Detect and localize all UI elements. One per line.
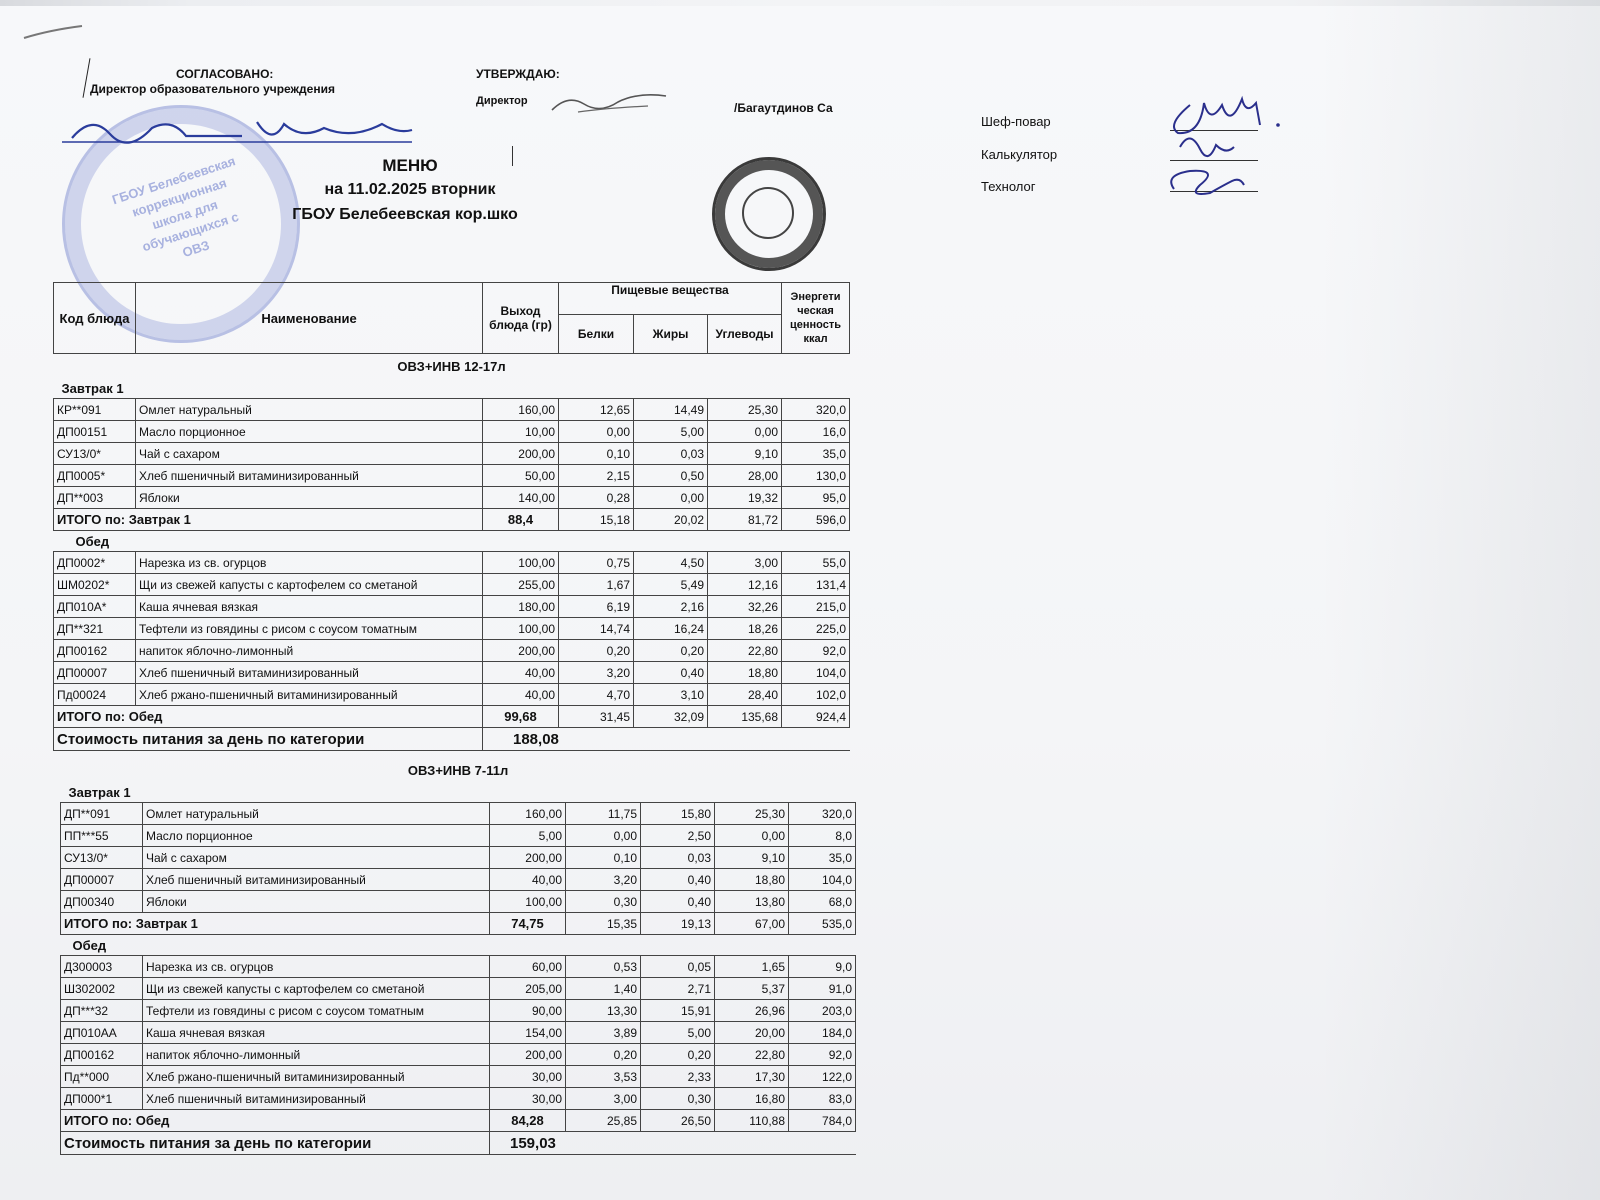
dish-code: Д300003 [61,956,143,978]
meal-rows [54,399,850,509]
dish-row [61,803,856,825]
meal-rows [61,956,856,1110]
dish-protein: 1,67 [559,574,634,596]
dish-energy: 184,0 [789,1022,856,1044]
cost-label: Стоимость питания за день по категории [54,728,483,751]
dish-protein: 11,75 [566,803,641,825]
dish-yield: 205,00 [490,978,566,1000]
total-energy: 535,0 [789,913,856,935]
dish-name: Чай с сахаром [143,847,490,869]
category-title: ОВЗ+ИНВ 12-17л [397,358,506,374]
dish-protein: 12,65 [559,399,634,421]
total-yield: 84,28 [490,1110,566,1132]
approve-name: /Багаутдинов Са [734,101,833,115]
dish-row [54,399,850,421]
dish-yield: 40,00 [483,684,559,706]
dish-protein: 0,10 [566,847,641,869]
meal-total-row [54,706,850,728]
dish-fat: 16,24 [634,618,708,640]
director-signature [548,88,672,118]
dish-protein: 0,30 [566,891,641,913]
dish-code: ДП00340 [61,891,143,913]
meal-rows [54,552,850,706]
dish-name: Тефтели из говядины с рисом с соусом томатным [143,1000,490,1022]
dish-carbs: 12,16 [708,574,782,596]
dish-name: Омлет натуральный [143,803,490,825]
dish-carbs: 5,37 [715,978,789,1000]
dish-energy: 130,0 [782,465,850,487]
dish-protein: 3,00 [566,1088,641,1110]
total-carbs: 135,68 [708,706,782,728]
dish-fat: 0,03 [641,847,715,869]
dish-fat: 2,50 [641,825,715,847]
dish-protein: 0,10 [559,443,634,465]
menu-title: МЕНЮ [382,156,438,175]
dish-name: Яблоки [143,891,490,913]
col-yield: Выход блюда (гр) [483,283,559,354]
dish-protein: 2,15 [559,465,634,487]
total-yield: 74,75 [490,913,566,935]
total-protein: 31,45 [559,706,634,728]
dish-yield: 200,00 [483,443,559,465]
approve-role: Директор [476,95,528,107]
dish-fat: 2,16 [634,596,708,618]
dish-name: Яблоки [136,487,483,509]
dish-carbs: 26,96 [715,1000,789,1022]
dish-name: Нарезка из св. огурцов [136,552,483,574]
dish-row [61,847,856,869]
dish-protein: 1,40 [566,978,641,1000]
dish-row [61,1022,856,1044]
dish-energy: 9,0 [789,956,856,978]
dish-yield: 255,00 [483,574,559,596]
dish-protein: 13,30 [566,1000,641,1022]
dish-yield: 40,00 [483,662,559,684]
dish-row [61,1044,856,1066]
dish-fat: 0,20 [641,1044,715,1066]
col-protein: Белки [559,315,634,354]
dish-yield: 40,00 [490,869,566,891]
dish-energy: 215,0 [782,596,850,618]
dish-code: ДП**003 [54,487,136,509]
staff-signatures [1160,85,1290,210]
menu-date: на 11.02.2025 вторник [324,181,496,198]
dish-name: Каша ячневая вязкая [143,1022,490,1044]
dish-name: Щи из свежей капусты с картофелем со сметаной [143,978,490,1000]
dish-code: ДП00162 [54,640,136,662]
agreed-label: СОГЛАСОВАНО: [176,67,274,81]
category-title: ОВЗ+ИНВ 7-11л [407,762,509,778]
dish-name: Каша ячневая вязкая [136,596,483,618]
role-technologist: Технолог [981,179,1036,194]
dish-yield: 160,00 [483,399,559,421]
dish-yield: 200,00 [490,847,566,869]
dish-energy: 35,0 [782,443,850,465]
dish-carbs: 9,10 [708,443,782,465]
dish-yield: 5,00 [490,825,566,847]
meal-total-row [61,913,856,935]
dish-name: Омлет натуральный [136,399,483,421]
dish-name: Масло порционное [136,421,483,443]
dish-yield: 50,00 [483,465,559,487]
dish-carbs: 3,00 [708,552,782,574]
cost-row [61,1132,856,1155]
dish-name: Масло порционное [143,825,490,847]
dish-name: напиток яблочно-лимонный [143,1044,490,1066]
dish-energy: 104,0 [782,662,850,684]
total-carbs: 110,88 [715,1110,789,1132]
dish-yield: 200,00 [490,1044,566,1066]
dish-yield: 160,00 [490,803,566,825]
dish-energy: 122,0 [789,1066,856,1088]
dish-energy: 92,0 [782,640,850,662]
dish-yield: 154,00 [490,1022,566,1044]
dish-fat: 14,49 [634,399,708,421]
agreed-signature [62,110,422,150]
total-label: ИТОГО по: Завтрак 1 [54,509,483,531]
total-label: ИТОГО по: Обед [54,706,483,728]
dish-row [61,956,856,978]
dish-name: Хлеб пшеничный витаминизированный [136,662,483,684]
dish-row [61,978,856,1000]
dish-yield: 90,00 [490,1000,566,1022]
dish-row [54,618,850,640]
dish-row [54,465,850,487]
dish-fat: 0,03 [634,443,708,465]
total-label: ИТОГО по: Завтрак 1 [61,913,490,935]
dish-fat: 0,20 [634,640,708,662]
dish-yield: 100,00 [483,618,559,640]
meal-total-row [61,1110,856,1132]
total-fat: 26,50 [641,1110,715,1132]
dish-code: СУ13/0* [54,443,136,465]
dish-carbs: 32,26 [708,596,782,618]
dish-fat: 0,50 [634,465,708,487]
dish-carbs: 18,80 [708,662,782,684]
dish-yield: 10,00 [483,421,559,443]
dish-energy: 68,0 [789,891,856,913]
dish-fat: 15,91 [641,1000,715,1022]
total-fat: 20,02 [634,509,708,531]
col-fat: Жиры [634,315,708,354]
total-fat: 32,09 [634,706,708,728]
role-calculator: Калькулятор [981,147,1058,162]
dish-energy: 131,4 [782,574,850,596]
dish-code: ДП0002* [54,552,136,574]
total-energy: 596,0 [782,509,850,531]
dish-energy: 104,0 [789,869,856,891]
cost-row [54,728,850,751]
dish-fat: 4,50 [634,552,708,574]
dish-carbs: 13,80 [715,891,789,913]
dish-protein: 0,28 [559,487,634,509]
dish-fat: 3,10 [634,684,708,706]
dish-carbs: 25,30 [708,399,782,421]
dish-carbs: 16,80 [715,1088,789,1110]
col-energy: Энергети ческая ценность ккал [782,283,850,354]
dish-carbs: 18,80 [715,869,789,891]
dish-protein: 3,89 [566,1022,641,1044]
dish-energy: 83,0 [789,1088,856,1110]
menu-table-7-11 [60,758,856,1155]
meal-title: Завтрак 1 [68,784,131,800]
dish-row [61,1000,856,1022]
col-name: Наименование [136,283,483,354]
total-protein: 25,85 [566,1110,641,1132]
dish-energy: 92,0 [789,1044,856,1066]
dish-name: Хлеб пшеничный витаминизированный [143,869,490,891]
cost-label: Стоимость питания за день по категории [61,1132,490,1155]
approve-label: УТВЕРЖДАЮ: [476,67,560,81]
dish-protein: 0,75 [559,552,634,574]
dish-energy: 91,0 [789,978,856,1000]
dish-energy: 8,0 [789,825,856,847]
dish-row [54,552,850,574]
dish-carbs: 28,40 [708,684,782,706]
dish-name: Тефтели из говядины с рисом с соусом томатным [136,618,483,640]
dish-row [54,574,850,596]
dish-carbs: 19,32 [708,487,782,509]
dish-protein: 0,00 [559,421,634,443]
dish-fat: 0,00 [634,487,708,509]
dish-row [54,640,850,662]
republic-seal-emblem [742,187,794,239]
dish-code: ДП**321 [54,618,136,640]
dish-protein: 0,00 [566,825,641,847]
dish-code: ДП00151 [54,421,136,443]
school-seal-text: ГБОУ Белебеевская коррекционная школа для обучающихся с ОВЗ [110,153,241,261]
total-carbs: 67,00 [715,913,789,935]
total-protein: 15,18 [559,509,634,531]
dish-row [61,825,856,847]
dish-row [54,443,850,465]
dish-code: ДП***32 [61,1000,143,1022]
dish-name: напиток яблочно-лимонный [136,640,483,662]
dish-protein: 6,19 [559,596,634,618]
dish-carbs: 1,65 [715,956,789,978]
dish-fat: 5,00 [641,1022,715,1044]
dish-fat: 2,71 [641,978,715,1000]
dish-code: Пд00024 [54,684,136,706]
dish-code: ШМ0202* [54,574,136,596]
dish-code: Ш302002 [61,978,143,1000]
dish-fat: 5,49 [634,574,708,596]
dish-code: ПП***55 [61,825,143,847]
dish-energy: 102,0 [782,684,850,706]
dish-protein: 0,53 [566,956,641,978]
cost-value: 188,08 [483,728,850,751]
dish-carbs: 17,30 [715,1066,789,1088]
dish-energy: 16,0 [782,421,850,443]
dish-protein: 3,20 [559,662,634,684]
pencil-mark [20,20,90,44]
menu-table-12-17 [53,282,850,751]
meal-title: Обед [72,937,107,953]
col-nutrients: Пищевые вещества [559,283,782,315]
dish-yield: 140,00 [483,487,559,509]
dish-row [61,869,856,891]
dish-energy: 225,0 [782,618,850,640]
page-shadow [1320,0,1600,1200]
dish-carbs: 20,00 [715,1022,789,1044]
total-protein: 15,35 [566,913,641,935]
dish-code: СУ13/0* [61,847,143,869]
dish-energy: 320,0 [789,803,856,825]
total-fat: 19,13 [641,913,715,935]
dish-yield: 100,00 [483,552,559,574]
dish-row [61,891,856,913]
dish-code: ДП010АА [61,1022,143,1044]
dish-carbs: 28,00 [708,465,782,487]
dish-row [61,1088,856,1110]
role-chef: Шеф-повар [981,114,1051,129]
meal-title: Завтрак 1 [61,380,124,396]
dish-code: ДП**091 [61,803,143,825]
dish-protein: 3,53 [566,1066,641,1088]
dish-name: Щи из свежей капусты с картофелем со сметаной [136,574,483,596]
dish-carbs: 22,80 [715,1044,789,1066]
dish-fat: 5,00 [634,421,708,443]
dish-energy: 55,0 [782,552,850,574]
dish-energy: 320,0 [782,399,850,421]
dish-row [54,684,850,706]
dish-carbs: 22,80 [708,640,782,662]
dish-code: ДП00007 [54,662,136,684]
total-energy: 784,0 [789,1110,856,1132]
dish-protein: 4,70 [559,684,634,706]
dish-name: Хлеб ржано-пшеничный витаминизированный [136,684,483,706]
dish-energy: 95,0 [782,487,850,509]
dish-protein: 3,20 [566,869,641,891]
dish-yield: 180,00 [483,596,559,618]
dish-carbs: 0,00 [708,421,782,443]
total-carbs: 81,72 [708,509,782,531]
dish-code: ДП00162 [61,1044,143,1066]
dish-row [61,1066,856,1088]
dish-fat: 0,40 [641,869,715,891]
dish-protein: 0,20 [566,1044,641,1066]
agreed-role: Директор образовательного учреждения [90,82,335,96]
col-code: Код блюда [54,283,136,354]
dish-code: КР**091 [54,399,136,421]
dish-code: Пд**000 [61,1066,143,1088]
cost-value: 159,03 [490,1132,856,1155]
dish-name: Хлеб пшеничный витаминизированный [136,465,483,487]
dish-carbs: 0,00 [715,825,789,847]
dish-fat: 0,05 [641,956,715,978]
total-yield: 88,4 [483,509,559,531]
dish-code: ДП000*1 [61,1088,143,1110]
total-energy: 924,4 [782,706,850,728]
dish-energy: 203,0 [789,1000,856,1022]
dish-code: ДП0005* [54,465,136,487]
meal-title: Обед [75,533,110,549]
cursor-mark [512,146,513,166]
dish-row [54,421,850,443]
dish-carbs: 9,10 [715,847,789,869]
dish-protein: 14,74 [559,618,634,640]
dish-row [54,662,850,684]
dish-carbs: 18,26 [708,618,782,640]
meal-total-row [54,509,850,531]
dish-fat: 0,30 [641,1088,715,1110]
dish-name: Хлеб ржано-пшеничный витаминизированный [143,1066,490,1088]
dish-protein: 0,20 [559,640,634,662]
dish-carbs: 25,30 [715,803,789,825]
total-label: ИТОГО по: Обед [61,1110,490,1132]
dish-yield: 60,00 [490,956,566,978]
school-name: ГБОУ Белебеевская кор.шко [292,206,518,223]
dish-energy: 35,0 [789,847,856,869]
dish-code: ДП010А* [54,596,136,618]
dish-yield: 30,00 [490,1088,566,1110]
dish-yield: 100,00 [490,891,566,913]
col-carbs: Углеводы [708,315,782,354]
dish-row [54,596,850,618]
total-yield: 99,68 [483,706,559,728]
dish-name: Чай с сахаром [136,443,483,465]
dish-name: Хлеб пшеничный витаминизированный [143,1088,490,1110]
dish-fat: 0,40 [634,662,708,684]
dish-yield: 30,00 [490,1066,566,1088]
dish-yield: 200,00 [483,640,559,662]
dish-name: Нарезка из св. огурцов [143,956,490,978]
dish-fat: 2,33 [641,1066,715,1088]
dish-row [54,487,850,509]
meal-rows [61,803,856,913]
dish-fat: 0,40 [641,891,715,913]
dish-fat: 15,80 [641,803,715,825]
dish-code: ДП00007 [61,869,143,891]
